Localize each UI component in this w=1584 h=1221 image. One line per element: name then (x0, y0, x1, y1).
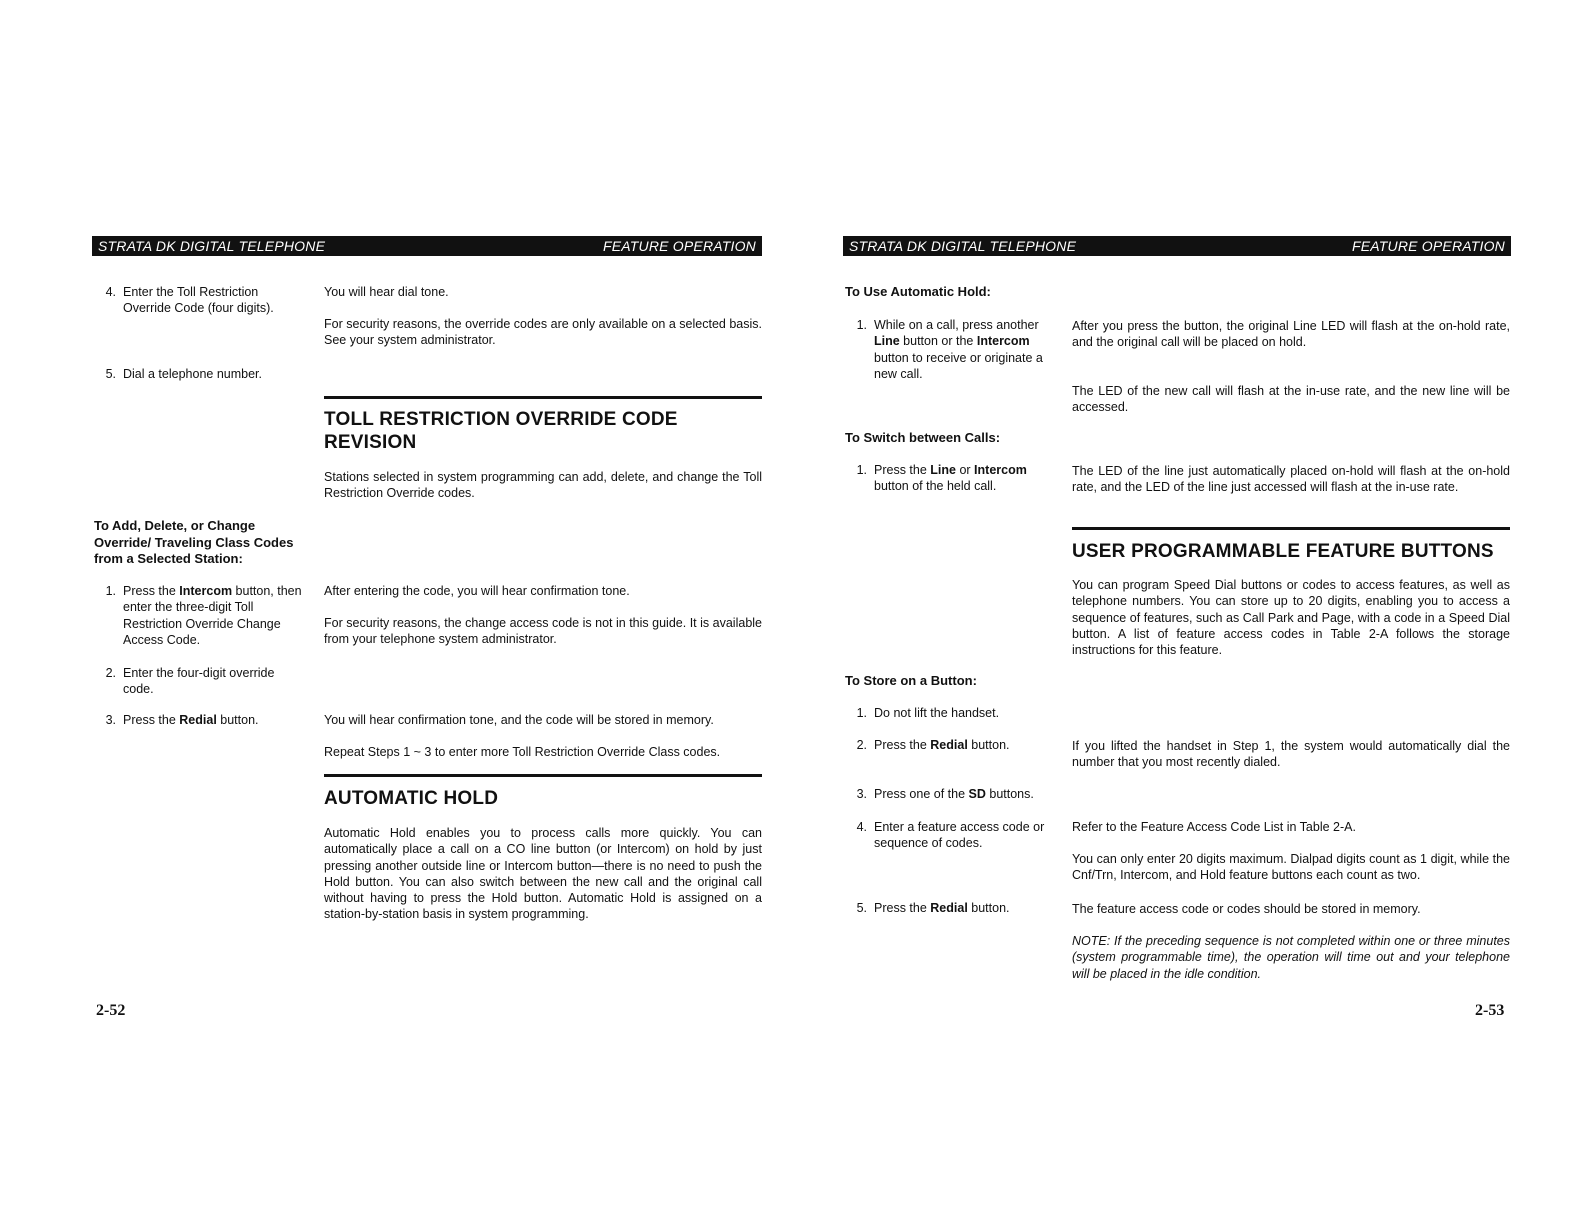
step-text: Press the Intercom button, then enter the three-digit Toll Restriction Override Change Access Code. (123, 584, 302, 647)
step-number: 5. (856, 901, 867, 915)
running-header (92, 236, 762, 256)
intercom-key-label: Intercom (974, 463, 1027, 477)
section-rule (1072, 527, 1510, 530)
header-title: STRATA DK DIGITAL TELEPHONE (98, 238, 326, 254)
intercom-key-label: Intercom (976, 334, 1030, 349)
step-text: Press the Redial button. (874, 901, 1010, 915)
step-result: If you lifted the handset in Step 1, the system would automatically dial the number that you most recently dialed. (1072, 739, 1510, 770)
step-result: The LED of the new call will flash at the in-use rate, and the new line will be accessed. (1072, 384, 1510, 415)
header-title: STRATA DK DIGITAL TELEPHONE (849, 238, 1077, 254)
step-number: 2. (856, 738, 867, 752)
step-text: While on a call, press another Line button or the Intercom button to receive or originate a new call. (874, 318, 1043, 381)
step-text: Dial a telephone number. (123, 367, 262, 381)
step-number: 1. (856, 318, 867, 332)
line-key-label: Line (930, 463, 956, 477)
step-number: 1. (105, 584, 116, 598)
intercom-key-label: Intercom (179, 584, 233, 598)
step-text: Press the Redial button. (874, 738, 1010, 752)
step-result: After you press the button, the original Line LED will flash at the on-hold rate, and the original call will be placed on hold. (1072, 319, 1510, 350)
step-number: 2. (105, 666, 116, 680)
procedure-subheading: To Store on a Button: (845, 673, 977, 688)
section-body: You can program Speed Dial buttons or codes to access features, as well as telephone numbers. You can store up to 20 digits, enabling you to access a sequence of features, such as Call Park and Page, with a code in a Speed Dial button. A list of feature access codes in Table 2-A follows the storage instructions for this feature. (1072, 578, 1510, 658)
section-heading: TOLL RESTRICTION OVERRIDE CODE REVISION (324, 409, 678, 453)
step-result: For security reasons, the change access code is not in this guide. It is available from your telephone system administrator. (324, 616, 762, 647)
step-result: Refer to the Feature Access Code List in Table 2-A. (1072, 820, 1356, 834)
step-number: 4. (856, 820, 867, 834)
step-result: You will hear dial tone. (324, 285, 449, 299)
page-number: 2-52 (96, 1002, 126, 1019)
procedure-subheading: To Switch between Calls: (845, 430, 1001, 445)
step-number: 5. (105, 367, 116, 381)
running-header (843, 236, 1511, 256)
redial-key-label: Redial (930, 738, 968, 752)
step-result: You can only enter 20 digits maximum. Dialpad digits count as 1 digit, while the Cnf/Trn, Intercom, and Hold feature buttons each count as two. (1072, 852, 1510, 883)
page-number: 2-53 (1475, 1002, 1505, 1019)
header-section: FEATURE OPERATION (1351, 238, 1505, 254)
step-number: 3. (105, 713, 116, 727)
procedure-subheading: To Add, Delete, or Change Override/ Traveling Class Codes from a Selected Station: (94, 518, 294, 566)
step-number: 1. (856, 463, 867, 477)
step-text: Enter the Toll Restriction Override Code (four digits). (123, 285, 274, 316)
sd-key-label: SD (968, 787, 986, 801)
step-result: After entering the code, you will hear confirmation tone. (324, 584, 630, 598)
redial-key-label: Redial (179, 713, 217, 727)
step-result: The feature access code or codes should be stored in memory. (1072, 902, 1421, 916)
step-number: 3. (856, 787, 867, 801)
line-key-label: Line (874, 334, 900, 349)
step-text: Enter the four-digit override code. (123, 666, 275, 697)
procedure-subheading: To Use Automatic Hold: (845, 284, 991, 299)
section-heading: USER PROGRAMMABLE FEATURE BUTTONS (1072, 541, 1494, 562)
right-page (790, 0, 1584, 1221)
header-section: FEATURE OPERATION (602, 238, 756, 254)
redial-key-label: Redial (930, 901, 968, 915)
step-text: Press one of the SD buttons. (874, 787, 1034, 801)
section-body: Stations selected in system programming can add, delete, and change the Toll Restriction Override codes. (324, 470, 762, 501)
section-heading: AUTOMATIC HOLD (324, 788, 499, 809)
step-text: Enter a feature access code or sequence of codes. (874, 820, 1045, 851)
note-text: NOTE: If the preceding sequence is not completed within one or three minutes (system programmable time), the operation will time out and your telephone will be placed in the idle condition. (1072, 934, 1510, 981)
section-rule (324, 774, 762, 777)
step-text: Press the Redial button. (123, 713, 259, 727)
step-number: 1. (856, 706, 867, 720)
step-text: Press the Line or Intercom button of the held call. (874, 463, 1027, 494)
section-rule (324, 396, 762, 399)
step-text: Do not lift the handset. (874, 706, 1000, 720)
step-result: For security reasons, the override codes are only available on a selected basis. See your system administrator. (324, 317, 762, 348)
section-body: Automatic Hold enables you to process calls more quickly. You can automatically place a call on a CO line button (or Intercom) on hold by just pressing another outside line or Intercom button—there is no need to push the Hold button. You can also switch between the new call and the original call without having to press the Hold button. Automatic Hold is assigned on a station-by-station basis in system programming. (324, 826, 762, 922)
step-result: The LED of the line just automatically placed on-hold will flash at the on-hold rate, and the LED of the line just accessed will flash at the in-use rate. (1072, 464, 1510, 495)
left-page (0, 0, 790, 1221)
step-result: You will hear confirmation tone, and the code will be stored in memory. (324, 713, 714, 727)
step-result: Repeat Steps 1 ~ 3 to enter more Toll Restriction Override Class codes. (324, 745, 721, 759)
step-number: 4. (105, 285, 116, 299)
